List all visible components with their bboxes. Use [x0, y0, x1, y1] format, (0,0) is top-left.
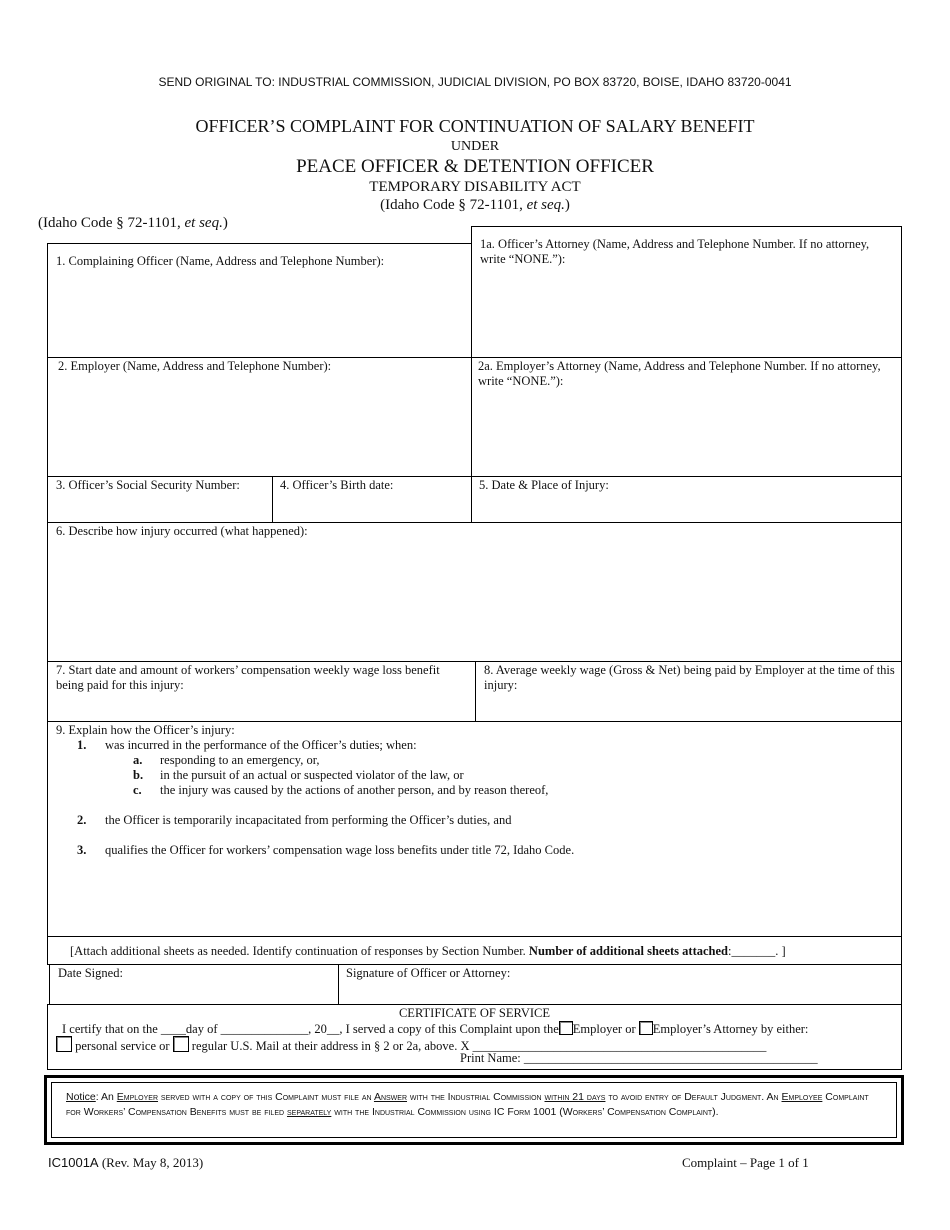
- form-id: IC1001A (Rev. May 8, 2013): [48, 1155, 204, 1170]
- field-label: 1a. Officer’s Attorney (Name, Address and Telephone Number. If no attorney, write “NONE.”):: [480, 237, 870, 266]
- page-number: Complaint – Page 1 of 1: [682, 1155, 809, 1170]
- employer-checkbox[interactable]: [559, 1021, 573, 1035]
- attach-count-label: Number of additional sheets attached: [528, 944, 729, 958]
- field-explain-injury[interactable]: [47, 721, 902, 937]
- item-number: 2.: [77, 813, 87, 827]
- field-label: 2a. Employer’s Attorney (Name, Address and Telephone Number. If no attorney, write “NONE.”):: [478, 359, 881, 388]
- field-ssn[interactable]: [47, 476, 273, 523]
- field-label: 9. Explain how the Officer’s injury:: [56, 723, 235, 737]
- form-title-act-name: PEACE OFFICER & DETENTION OFFICER: [296, 156, 654, 177]
- item-number: 1.: [77, 738, 87, 752]
- field-complaining-officer[interactable]: [47, 243, 472, 358]
- attach-note-text: [Attach additional sheets as needed. Identify continuation of responses by Section Number.: [70, 944, 529, 958]
- code-reference: (Idaho Code § 72-1101, et seq.): [380, 197, 570, 213]
- attorney-option-label: Employer’s Attorney by either:: [652, 1022, 809, 1036]
- personal-service-checkbox[interactable]: [56, 1036, 72, 1052]
- form-title: OFFICER’S COMPLAINT FOR CONTINUATION OF SALARY BENEFIT: [195, 116, 755, 136]
- certificate-service-date-line[interactable]: I certify that on the ____day of ______________, 20__, I served a copy of this Complaint upon the: [62, 1022, 559, 1036]
- field-average-weekly-wage[interactable]: [475, 661, 902, 722]
- sub-item-text: the injury was caused by the actions of another person, and by reason thereof,: [160, 783, 549, 797]
- send-to-address: SEND ORIGINAL TO: INDUSTRIAL COMMISSION, JUDICIAL DIVISION, PO BOX 83720, BOISE, IDAHO 83720-0041: [158, 75, 792, 89]
- field-label: 6. Describe how injury occurred (what happened):: [56, 524, 308, 538]
- field-label: 2. Employer (Name, Address and Telephone Number):: [58, 359, 332, 373]
- additional-sheets-note: [47, 936, 902, 965]
- notice-outer-border: [44, 1075, 904, 1145]
- attach-count-blank[interactable]: :_______. ]: [728, 944, 786, 958]
- field-signature[interactable]: [338, 964, 902, 1005]
- employer-option-label: Employer or: [572, 1022, 636, 1036]
- sub-item-text: responding to an emergency, or,: [160, 753, 320, 767]
- field-label: Signature of Officer or Attorney:: [346, 966, 511, 980]
- employers-attorney-checkbox[interactable]: [639, 1021, 653, 1035]
- personal-service-label: personal service or: [75, 1039, 170, 1053]
- sub-item-letter: b.: [133, 768, 144, 782]
- item-text: was incurred in the performance of the Officer’s duties; when:: [105, 738, 417, 752]
- field-label: Date Signed:: [58, 966, 123, 980]
- notice-text: Notice: An Employer served with a copy of this Complaint must file an Answer with the Industrial Commission within 21 days to avoid entry of Default Judgment. An Employee Complaint for Workers’ Compensation Benefits must be filed separately with the Industrial Commission using IC Form 1001 (Workers’ Compensation Complaint).: [66, 1091, 869, 1118]
- field-label: 5. Date & Place of Injury:: [479, 478, 609, 492]
- sub-item-text: in the pursuit of an actual or suspected violator of the law, or: [160, 768, 464, 782]
- item-text: the Officer is temporarily incapacitated from performing the Officer’s duties, and: [105, 813, 512, 827]
- certificate-title: CERTIFICATE OF SERVICE: [398, 1006, 551, 1020]
- item-text: qualifies the Officer for workers’ compensation wage loss benefits under title 72, Idaho Code.: [105, 843, 575, 857]
- print-name-line[interactable]: Print Name: _______________________________________________: [460, 1051, 818, 1065]
- code-reference-left: (Idaho Code § 72-1101, et seq.): [38, 215, 228, 231]
- sub-item-letter: c.: [133, 783, 142, 797]
- form-title-act: TEMPORARY DISABILITY ACT: [369, 179, 581, 195]
- certificate-of-service: [47, 1004, 902, 1070]
- mail-service-checkbox[interactable]: [173, 1036, 189, 1052]
- field-weekly-wage-loss-benefit[interactable]: [47, 661, 476, 722]
- field-date-signed[interactable]: [49, 964, 339, 1005]
- field-label: 8. Average weekly wage (Gross & Net) being paid by Employer at the time of this injury:: [484, 663, 895, 692]
- field-label: 7. Start date and amount of workers’ compensation weekly wage loss benefit being paid for this injury:: [56, 663, 440, 692]
- field-date-place-injury[interactable]: [471, 476, 902, 523]
- field-label: 1. Complaining Officer (Name, Address and Telephone Number):: [56, 254, 385, 268]
- field-employer[interactable]: [47, 357, 472, 477]
- field-officers-attorney[interactable]: [471, 226, 902, 358]
- item-number: 3.: [77, 843, 87, 857]
- field-employers-attorney[interactable]: [471, 357, 902, 477]
- field-label: 4. Officer’s Birth date:: [280, 478, 394, 492]
- mail-service-line[interactable]: regular U.S. Mail at their address in § 2 or 2a, above. X _______________________________________________: [191, 1039, 767, 1053]
- field-birth-date[interactable]: [272, 476, 472, 523]
- sub-item-letter: a.: [133, 753, 143, 767]
- notice-box: [51, 1082, 897, 1138]
- form-title-under: UNDER: [450, 139, 500, 154]
- field-label: 3. Officer’s Social Security Number:: [56, 478, 240, 492]
- field-injury-description[interactable]: [47, 522, 902, 662]
